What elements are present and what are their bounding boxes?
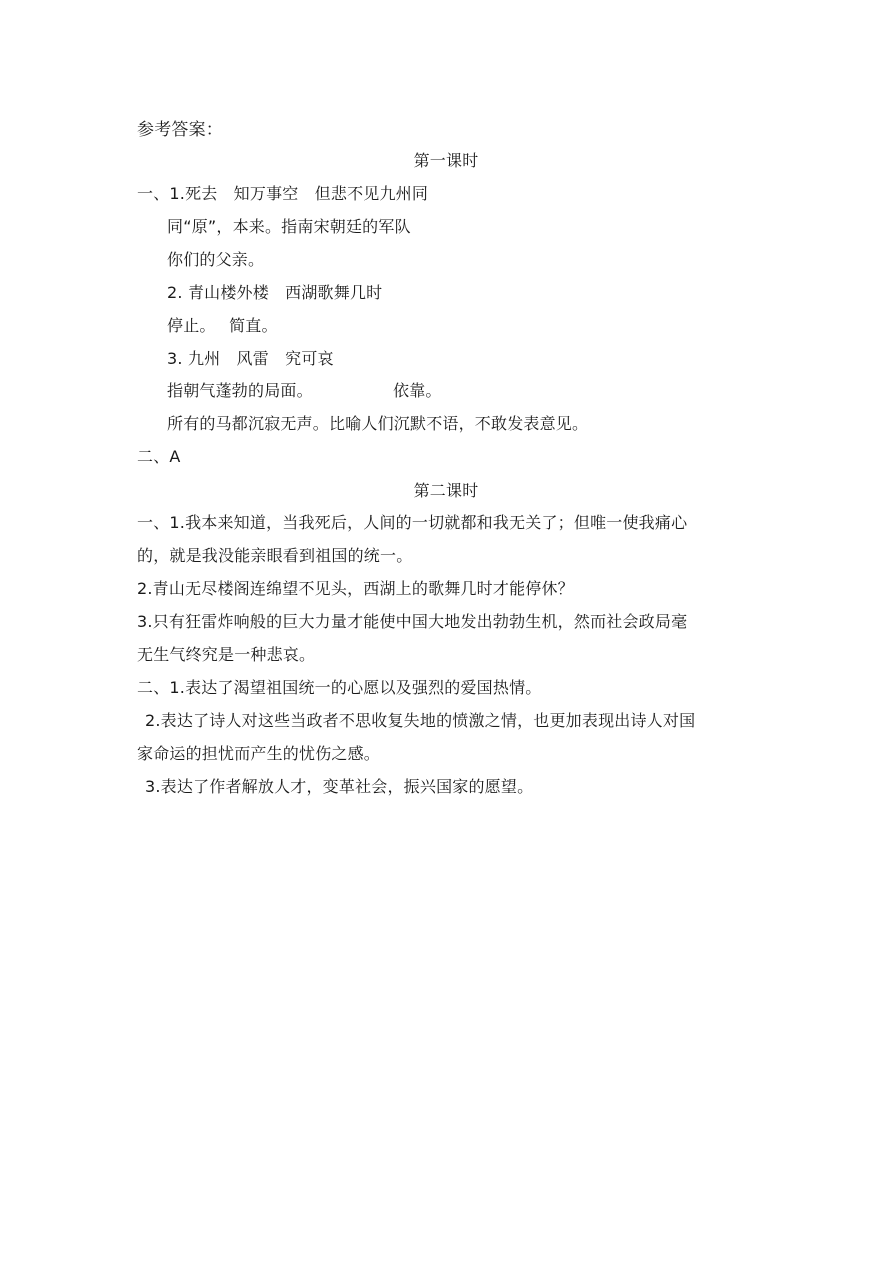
lesson1-line5: 停止。 简直。 — [167, 316, 278, 335]
lesson2-p6: 3.表达了作者解放人才，变革社会，振兴国家的愿望。 — [145, 777, 534, 796]
lesson1-line3: 你们的父亲。 — [167, 250, 265, 269]
lesson2-p3b: 无生气终究是一种悲哀。 — [137, 645, 316, 664]
lesson2-heading: 第二课时 — [413, 481, 479, 500]
lesson2-p3a: 3.只有狂雷炸响般的巨大力量才能使中国大地发出勃勃生机，然而社会政局毫 — [137, 612, 688, 631]
lesson2-p2: 2.青山无尽楼阁连绵望不见头，西湖上的歌舞几时才能停休？ — [137, 579, 574, 598]
lesson2-p1b: 的，就是我没能亲眼看到祖国的统一。 — [137, 546, 413, 565]
lesson1-q1: 一、1.死去 知万事空 但悲不见九州同 — [137, 184, 429, 203]
lesson2-p1a: 一、1.我本来知道，当我死后，人间的一切就都和我无关了；但唯一使我痛心 — [137, 513, 688, 532]
lesson1-line2: 同“原”，本来。指南宋朝廷的军队 — [167, 217, 411, 236]
lesson2-p4: 二、1.表达了渴望祖国统一的心愿以及强烈的爱国热情。 — [137, 678, 542, 697]
lesson1-q3: 3. 九州 风雷 究可哀 — [167, 349, 334, 368]
lesson1-line7b: 依靠。 — [393, 381, 442, 400]
lesson1-line7a: 指朝气蓬勃的局面。 — [167, 381, 313, 400]
answer-title: 参考答案： — [137, 120, 223, 140]
lesson1-heading: 第一课时 — [413, 151, 479, 170]
lesson2-p5b: 家命运的担忧而产生的忧伤之感。 — [137, 744, 381, 763]
lesson1-q4: 二、A — [137, 447, 181, 466]
lesson1-line8: 所有的马都沉寂无声。比喻人们沉默不语，不敢发表意见。 — [167, 414, 589, 433]
lesson1-q2: 2. 青山楼外楼 西湖歌舞几时 — [167, 283, 383, 302]
lesson2-p5a: 2.表达了诗人对这些当政者不思收复失地的愤激之情，也更加表现出诗人对国 — [145, 711, 696, 730]
